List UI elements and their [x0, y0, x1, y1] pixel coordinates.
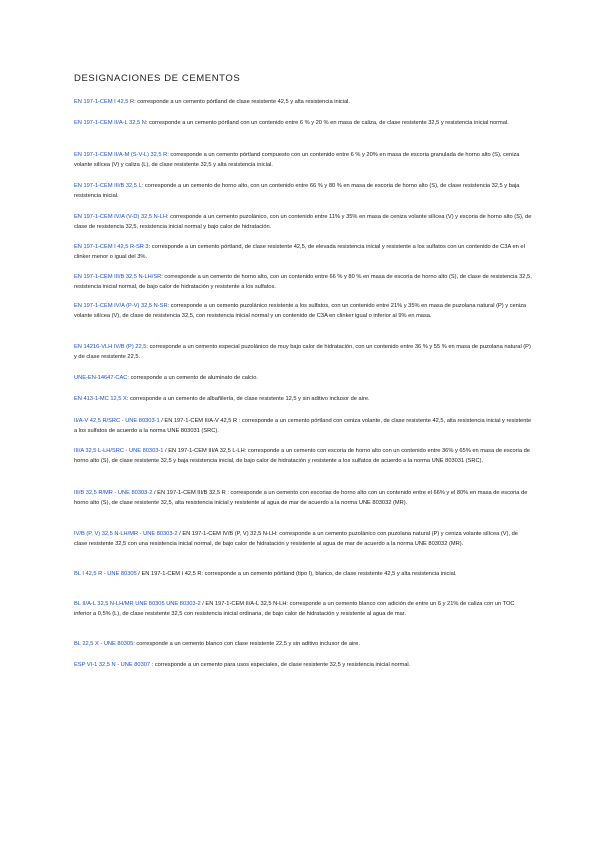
- cement-code: EN 197-1-CEM II/A-M (S-V-L) 32,5 R: [74, 152, 168, 158]
- cement-description: : corresponde a un cemento puzolánico resistente a los sulfatos, con un contenido entre 21% y 35% en masa de puzolana natural (P) y ceniza volante silícea (V), de clase de resistencia 32,5, con resistencia inicial normal y un contenido de C3A en clinker igual o inferior al 9% en masa.: [74, 303, 527, 319]
- cement-description: / EN 197-1-CEM IV/B (P, V) 32,5 N-LH: corresponde a un cemento puzolánico con puzolana natural (P) y ceniza volante silícea (V), de clase resistente 32,5 con una resistencia inicial normal, de bajo calor de hidratación y resistente al agua de mar de acuerdo a la norma UNE 803032 (MR).: [74, 531, 518, 547]
- cement-entry: [74, 342, 532, 362]
- cement-description: / EN 197-1-CEM III/B 32,5 R : corresponde a un cemento con escorias de horno alto con un contenido entre el 66% y el 80% en masa de escoria de horno alto (S), de clase resistente 32,5, alta resistencia inicial y resistente al agua de mar de acuerdo a la norma UNE 803032 (MR).: [74, 490, 528, 506]
- cement-entry: [74, 529, 532, 549]
- cement-entry: [74, 416, 532, 436]
- cement-entry: [74, 660, 532, 670]
- cement-code: EN 197-1-CEM IV/A (V-D) 32,5 N-LH: [74, 214, 167, 220]
- cement-description: : corresponde a un cemento de albañilería, de clase resistente 12,5 y sin aditivo inclusor de aire.: [126, 396, 370, 402]
- cement-description: : corresponde a un cemento puzolánico, con un contenido entre 11% y 35% en masa de ceniza volante silícea (V) y escoria de horno alto (S), de clase de resistencia 32,5, resistencia inicial normal y bajo calor de hidratación.: [74, 214, 532, 230]
- page-title: DESIGNACIONES DE CEMENTOS: [74, 73, 241, 84]
- cement-entry: [74, 272, 532, 292]
- cement-code: EN 197-1-CEM II/A-L 32,5 N: [74, 120, 146, 126]
- cement-entry: [74, 301, 532, 321]
- cement-entry: [74, 599, 532, 619]
- cement-entry: [74, 569, 532, 579]
- cement-code: III/B 32,5 R/MR - UNE 80303-2: [74, 490, 153, 496]
- cement-description: : corresponde a un cemento pórtland de clase resistente 42,5 y alta resistencia inicial.: [134, 99, 350, 105]
- cement-description: / EN 197-1-CEM III/A 32,5 L-LH: corresponde a un cemento con escoria de horno alto con un contenido entre 36% y 65% en masa de escoria de horno alto (S), de clase resistente 32,5 y baja resistencia inicial, de bajo calor de hidratación y resistente a los sulfatos de acuerdo a la norma UNE 803031 (SRC).: [74, 448, 530, 464]
- cement-description: / EN 197-1-CEM II/A-V 42,5 R : corresponde a un cemento pórtland con ceniza volante, de clase resistente 42,5, alta resistencia inicial y resistente a los sulfatos de acuerdo a la norma UNE 803031 (SRC).: [74, 418, 532, 434]
- cement-entry: [74, 446, 532, 466]
- cement-description: : corresponde a un cemento blanco con clase resistente 22,5 y sin aditivo inclusor de aire.: [133, 641, 360, 647]
- cement-entry: [74, 212, 532, 232]
- cement-description: : corresponde a un cemento para usos especiales, de clase resistente 32,5 y resistencia inicial normal.: [150, 662, 411, 668]
- cement-entry: [74, 373, 532, 383]
- cement-description: : corresponde a un cemento de horno alto, con un contenido entre 66 % y 80 % en masa de escoria de horno alto (S), de clase de resistencia 32,5, resistencia inicial normal, de bajo calor de hidratación y resistente a los sulfatos.: [74, 274, 532, 290]
- cement-code: EN 197-1-CEM III/B 32,5 L: [74, 183, 142, 189]
- cement-description: : corresponde a un cemento especial puzolánico de muy bajo calor de hidratación, con un contenido entre 36 % y 55 % en masa de puzolana natural (P) y de clase resistente 22,5.: [74, 344, 531, 360]
- cement-description: / EN 197-1-CEM II/A-L 32,5 N-LH: corresponde a un cemento blanco con adición de entre un 6 y 21% de caliza con un TOC inferior a 0,5% (L), de clase resistente 32,5 con resistencia inicial ordinaria, de bajo calor de hidratación y resistente al agua de mar.: [74, 601, 515, 617]
- cement-code: BL 22,5 X - UNE 80305: [74, 641, 134, 647]
- cement-entry: [74, 394, 532, 404]
- cement-code: EN 197-1-CEM I 42,5 R-SR 3: [74, 244, 149, 250]
- cement-entry: [74, 488, 532, 508]
- cement-entry: [74, 150, 532, 170]
- cement-description: : corresponde a un cemento pórtland, de clase resistente 42,5, de elevada resistencia inicial y resistente a los sulfatos con un contenido de C3A en el clinker menor o igual del 3%.: [74, 244, 525, 260]
- cement-description: : corresponde a un cemento pórtland compuesto con un contenido entre 6 % y 20% en masa de escoria granulada de horno alto (S), ceniza volante silícea (V) y caliza (L), de clase resistente 32,5 y alta resistencia inicial.: [74, 152, 520, 168]
- cement-code: II/A-V 42,5 R/SRC - UNE 80303-1: [74, 418, 160, 424]
- cement-code: EN 197-1-CEM III/B 32,5 N-LH/SR: [74, 274, 162, 280]
- cement-code: ESP VI-1 32,5 N - UNE 80307: [74, 662, 151, 668]
- cement-code: EN 14216-VLH IV/B (P) 22,5: [74, 344, 147, 350]
- cement-code: EN 413-1-MC 12,5 X: [74, 396, 127, 402]
- cement-entry: [74, 181, 532, 201]
- cement-code: IV/B (P, V) 32,5 N-LH/MR - UNE 80303-2: [74, 531, 178, 537]
- cement-entry: [74, 118, 532, 128]
- cement-code: EN 197-1-CEM IV/A (P-V) 32,5 N-SR: [74, 303, 168, 309]
- cement-code: III/A 32,5 L-LH/SRC - UNE 80303-1: [74, 448, 164, 454]
- cement-entry: [74, 97, 532, 107]
- cement-description: : corresponde a un cemento pórtland con un contenido entre 6 % y 20 % en masa de caliza, de clase resistente 32,5 y resistencia inicial normal.: [145, 120, 509, 126]
- cement-code: EN 197-1-CEM I 42,5 R: [74, 99, 135, 105]
- cement-entry: [74, 242, 532, 262]
- cement-code: UNE-EN-14647-CAC: [74, 375, 128, 381]
- cement-description: : corresponde a un cemento de aluminato de calcio.: [127, 375, 258, 381]
- cement-code: BL I 42,5 R - UNE 80305: [74, 571, 137, 577]
- cement-description: : corresponde a un cemento de horno alto, con un contenido entre 66 % y 80 % en masa de escoria de horno alto (S), de clase resistencia 32,5 y baja resistencia inicial.: [74, 183, 520, 199]
- cement-entry: [74, 639, 532, 649]
- cement-code: BL II/A-L 32,5 N-LH/MR UNE 80305 UNE 80303-2: [74, 601, 201, 607]
- cement-description: / EN 197-1-CEM I 42,5 R: corresponde a un cemento pórtland (tipo I), blanco, de clase resistente 42,5 y alta resistencia inicial.: [136, 571, 457, 577]
